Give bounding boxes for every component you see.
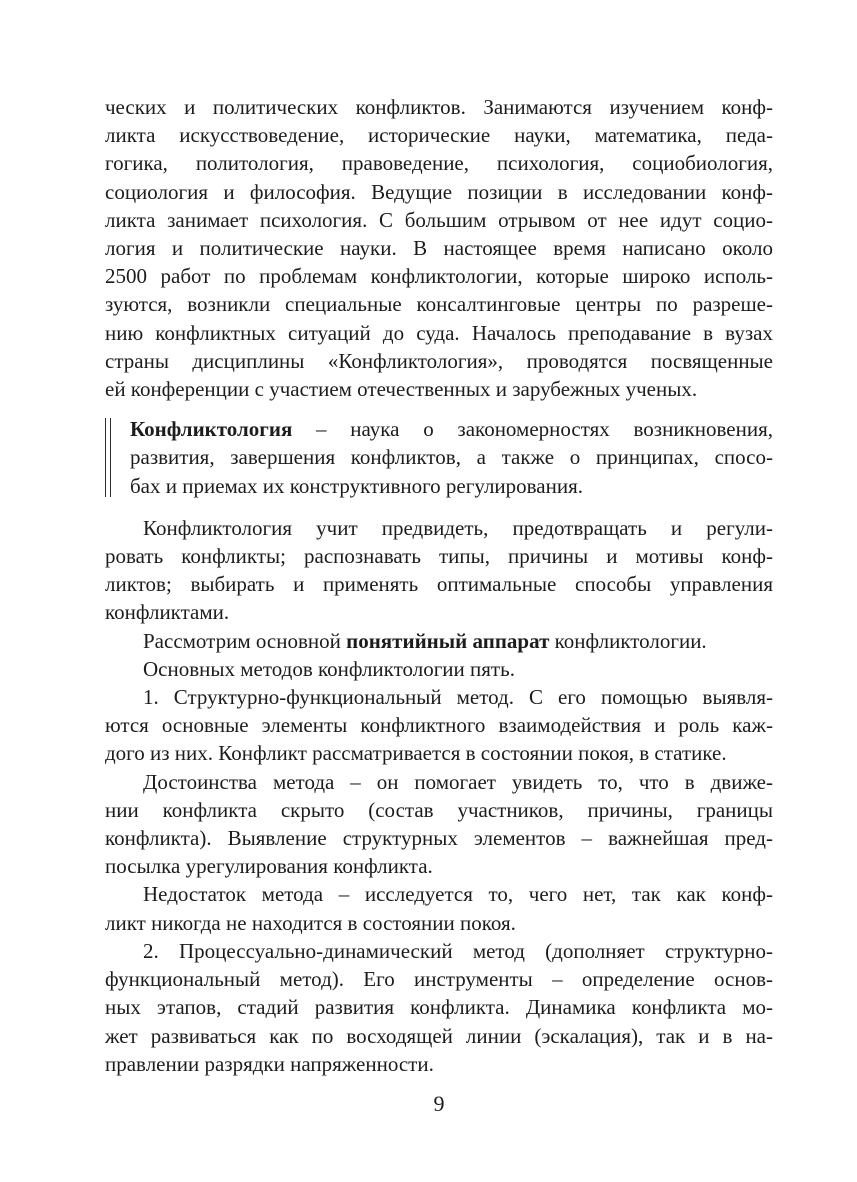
definition-quote [105,415,773,500]
paragraph [105,880,773,936]
paragraph [105,937,773,1078]
paragraph [105,683,773,768]
text-line: ликтов; выбирать и применять оптимальные способы управления [105,572,773,597]
text-line: нии конфликта скрыто (состав участников, причины, границы [105,797,773,822]
text-line: 2500 работ по проблемам конфликтологии, которые широко исполь- [105,264,773,289]
text-line: страны дисциплины «Конфликтология», проводятся посвященные [105,348,773,373]
paragraph [105,514,773,627]
text-line: Рассмотрим основной понятийный аппарат конфликтологии. [143,628,707,653]
text-block [105,93,773,1078]
text-line: гогика, политология, правоведение, психология, социобиология, [105,151,773,176]
text-line: Достоинства метода – он помогает увидеть то, что в движе- [143,769,773,794]
text-line: функциональный метод). Его инструменты – определение основ- [105,967,773,992]
text-line: конфликтами. [105,600,230,625]
text-line: Основных методов конфликтологии пять. [143,656,515,681]
text-line: нию конфликтных ситуаций до суда. Началось преподавание в вузах [105,320,773,345]
text-line: ческих и политических конфликтов. Занимаются изучением конф- [105,95,773,119]
paragraph [105,627,773,655]
text-line: ных этапов, стадий развития конфликта. Динамика конфликта мо- [105,995,773,1020]
text-line: зуются, возникли специальные консалтинговые центры по разреше- [105,292,773,317]
text-line: логия и политические науки. В настоящее время написано около [105,236,773,261]
text-line: ровать конфликты; распознавать типы, причины и мотивы конф- [105,544,773,569]
paragraph [105,655,773,683]
text-line: ются основные элементы конфликтного взаимодействия и роль каж- [105,713,773,738]
paragraph-continuation [105,93,773,403]
text-line: Конфликтология – наука о закономерностях возникновения, [130,417,773,442]
text-line: развития, завершения конфликтов, а также о принципах, спосо- [130,445,773,470]
page-number: 9 [433,1090,445,1116]
text-line: ей конференции с участием отечественных и зарубежных ученых. [105,377,698,402]
text-line: 1. Структурно-функциональный метод. С его помощью выявля- [143,685,773,710]
text-line: дого из них. Конфликт рассматривается в состоянии покоя, в статике. [105,741,727,766]
text-line: Конфликтология учит предвидеть, предотвращать и регули- [143,515,773,540]
text-line: социология и философия. Ведущие позиции в исследовании конф- [105,179,773,204]
text-line: бах и приемах их конструктивного регулирования. [130,473,584,498]
text-line: правлении разрядки напряженности. [105,1051,434,1076]
paragraph [105,768,773,881]
text-line: конфликта). Выявление структурных элементов – важнейшая пред- [105,826,773,851]
text-line: ликт никогда не находится в состоянии покоя. [105,910,516,935]
text-line: посылка урегулирования конфликта. [105,854,433,879]
text-line: Недостаток метода – исследуется то, чего нет, так как конф- [143,882,773,907]
text-line: 2. Процессуально-динамический метод (дополняет структурно- [143,938,773,963]
text-line: ликта искусствоведение, исторические науки, математика, педа- [105,123,773,148]
text-line: жет развиваться как по восходящей линии (эскалация), так и в на- [105,1023,773,1048]
text-line: ликта занимает психология. С большим отрывом от нее идут социо- [105,207,773,232]
